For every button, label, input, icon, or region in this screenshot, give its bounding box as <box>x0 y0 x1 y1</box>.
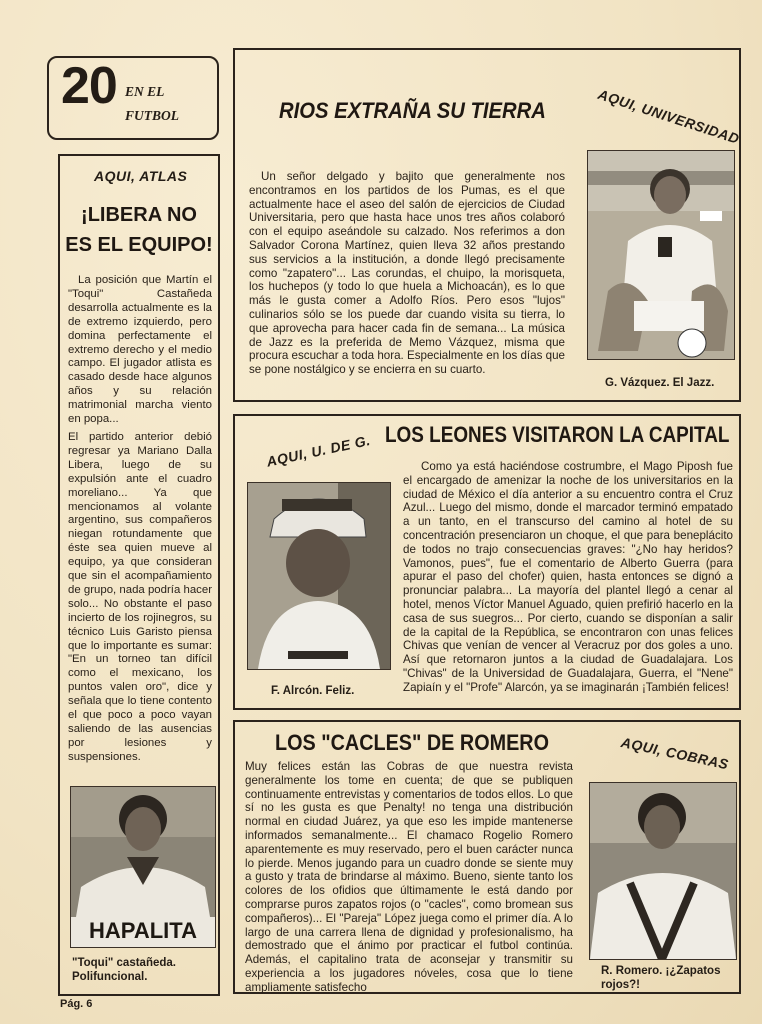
article-cacles-box <box>233 720 741 994</box>
section-number: 20 <box>61 57 117 115</box>
article-atlas-body: La posición que Martín el "Toqui" Castañeda desarrolla actualmente es la de extremo izquierdo, pero domina perfectamente el extremo derecho y el medio campo. El jugador atlista es casado desde hace algunos años y su relación matrimonial marcha viento en popa... El partido anterior debió regresar ya Mariano Dalla Libera, luego de su expulsión ante el cuadro moreliano... Ya que mencionamos al volante argentino, sus compañeros niegan rotundamente que éste sea quien mueve al equipo, ya que consideran que sin el acompañamiento de grupo, nada podría hacer solo... No obstante el paso incierto de los rojinegros, su técnico Luis Garisto piensa que lo importante es sumar: "En un torneo tan difícil como el mexicano, los puntos valen oro", dice y señala que lo tiene contento el que poco a poco vayan saliendo de las ausencias por lesiones y suspensiones. <box>68 274 212 763</box>
photo-romero <box>589 782 737 960</box>
page-number: Pág. 6 <box>60 998 93 1010</box>
photo-alarcon-caption: F. Alrcón. Feliz. <box>271 685 355 697</box>
article-rios-body: Un señor delgado y bajito que generalmente nos encontramos en los partidos de los Pumas, es el que actualmente hace el aseo del salón de ejercicios de Ciudad Universitaria, pero que hasta hace unos tres años colaboró con el equipo aseándole su calzado. Nos referimos a don Salvador Corona Martínez, quien lleva 32 años prestando sus servicios a la institución, a donde llegó precisamente como "zapatero"... Las corundas, el chuipo, la morisqueta, los huchepos (y todo lo que huela a Michoacán), es lo que más le gusta comer a Adolfo Ríos. Pero esos "lujos" culinarios sólo se los puede dar cuando visita su tierra, lo que aprovecha para hacer cada fin de semana... La música de Jazz es la preferida de Memo Vázquez, misma que procura escuchar a toda hora. Especialmente en los días que se pone nostálgico y se encierra en su cuarto. <box>249 170 565 377</box>
article-rios-headline: RIOS EXTRAÑA SU TIERRA <box>279 98 546 123</box>
article-atlas-kicker: AQUI, ATLAS <box>94 168 188 184</box>
photo-vazquez <box>587 150 735 360</box>
photo-castaneda <box>70 786 216 948</box>
article-atlas-headline: ¡LIBERA NO ES EL EQUIPO! <box>65 204 213 256</box>
photo-castaneda-caption: "Toqui" castañeda. Polifuncional. <box>72 957 176 983</box>
article-atlas-box <box>58 154 220 996</box>
article-leones-body: Como ya está haciéndose costrumbre, el Mago Piposh fue el encargado de amenizar la noche de los universitarios en la ciudad de México el día anterior a su encuentro contra el Cruz Azul... Luego del mismo, donde el marcador terminó empatado a un tanto, en el transcurso del camino al hotel de su concentración presenciaron un choque, el que para beneplácito de todos no trajo consecuencias graves: "¿No hay heridos? Vamonos, pues", fue el comentario de Alberto Guerra (para apurar el paso del chofer) quien, hasta entonces se dignó a pronunciar palabra... La mayoría del plantel llegó a cenar al hotel, menos Víctor Manuel Aguado, quien prefirió hacerlo en la casa de sus suegros... Por cierto, cuando se disponían a salir de la capital de la República, se encontraron con unas felices Chivas que venían de vencer al Veracruz por dos goles a uno. Así que retornaron juntos a la ciudad de Guadalajara. Los "Chivas" de la Universidad de Guadalajara, Guerra, el "Nene" Zapiaín y el "Profe" Alarcón, ya se imaginarán ¡También felices! <box>403 460 733 694</box>
article-cacles-headline: LOS "CACLES" DE ROMERO <box>275 730 549 755</box>
article-cacles-body: Muy felices están las Cobras de que nuestra revista generalmente los tome en cuenta; de que se publiquen continuamente entrevistas y comentarios de todos ellos. Lo que sí no les gusta es que Penalty! no tenga una distribución normal en ciudad Juárez, ya que eso les impide mantenerse informados semanalmente... El chamaco Rogelio Romero aparentemente es muy reservado, pero el buen carácter nunca lo pierde. Menos jugando para un cuadro donde se siente muy a gusto y trata de brindarse al máximo. Bueno, siente tanto los colores de los ofidios que últimamente le está dando por comprarse puros zapatos rojos (o "cacles", como bromean sus compañeros)... El "Pareja" López juega como el primer día. A lo largo de una carrera llena de dignidad y profesionalismo, ha demostrado que el ánimo por practicar el futbol continúa. Además, el capitalino trata de aconsejar y transmitir su experiencia a los jugadores nóveles, cosa que lo tiene ampliamente satisfecho <box>245 760 573 994</box>
article-leones-headline: LOS LEONES VISITARON LA CAPITAL <box>385 422 730 447</box>
section-badge <box>47 56 219 140</box>
article-rios-kicker: AQUI, UNIVERSIDAD <box>596 86 742 147</box>
photo-alarcon <box>247 482 391 670</box>
article-leones-kicker: AQUI, U. DE G. <box>265 432 372 470</box>
article-cacles-kicker: AQUI, COBRAS <box>619 734 731 773</box>
article-rios-box <box>233 48 741 402</box>
section-label: EN EL FUTBOL <box>125 84 179 123</box>
photo-romero-caption: R. Romero. ¡¿Zapatos rojos?! <box>601 965 721 991</box>
photo-vazquez-caption: G. Vázquez. El Jazz. <box>605 377 715 389</box>
photo-jersey-text: HAPALITA <box>89 918 197 943</box>
article-leones-box <box>233 414 741 710</box>
